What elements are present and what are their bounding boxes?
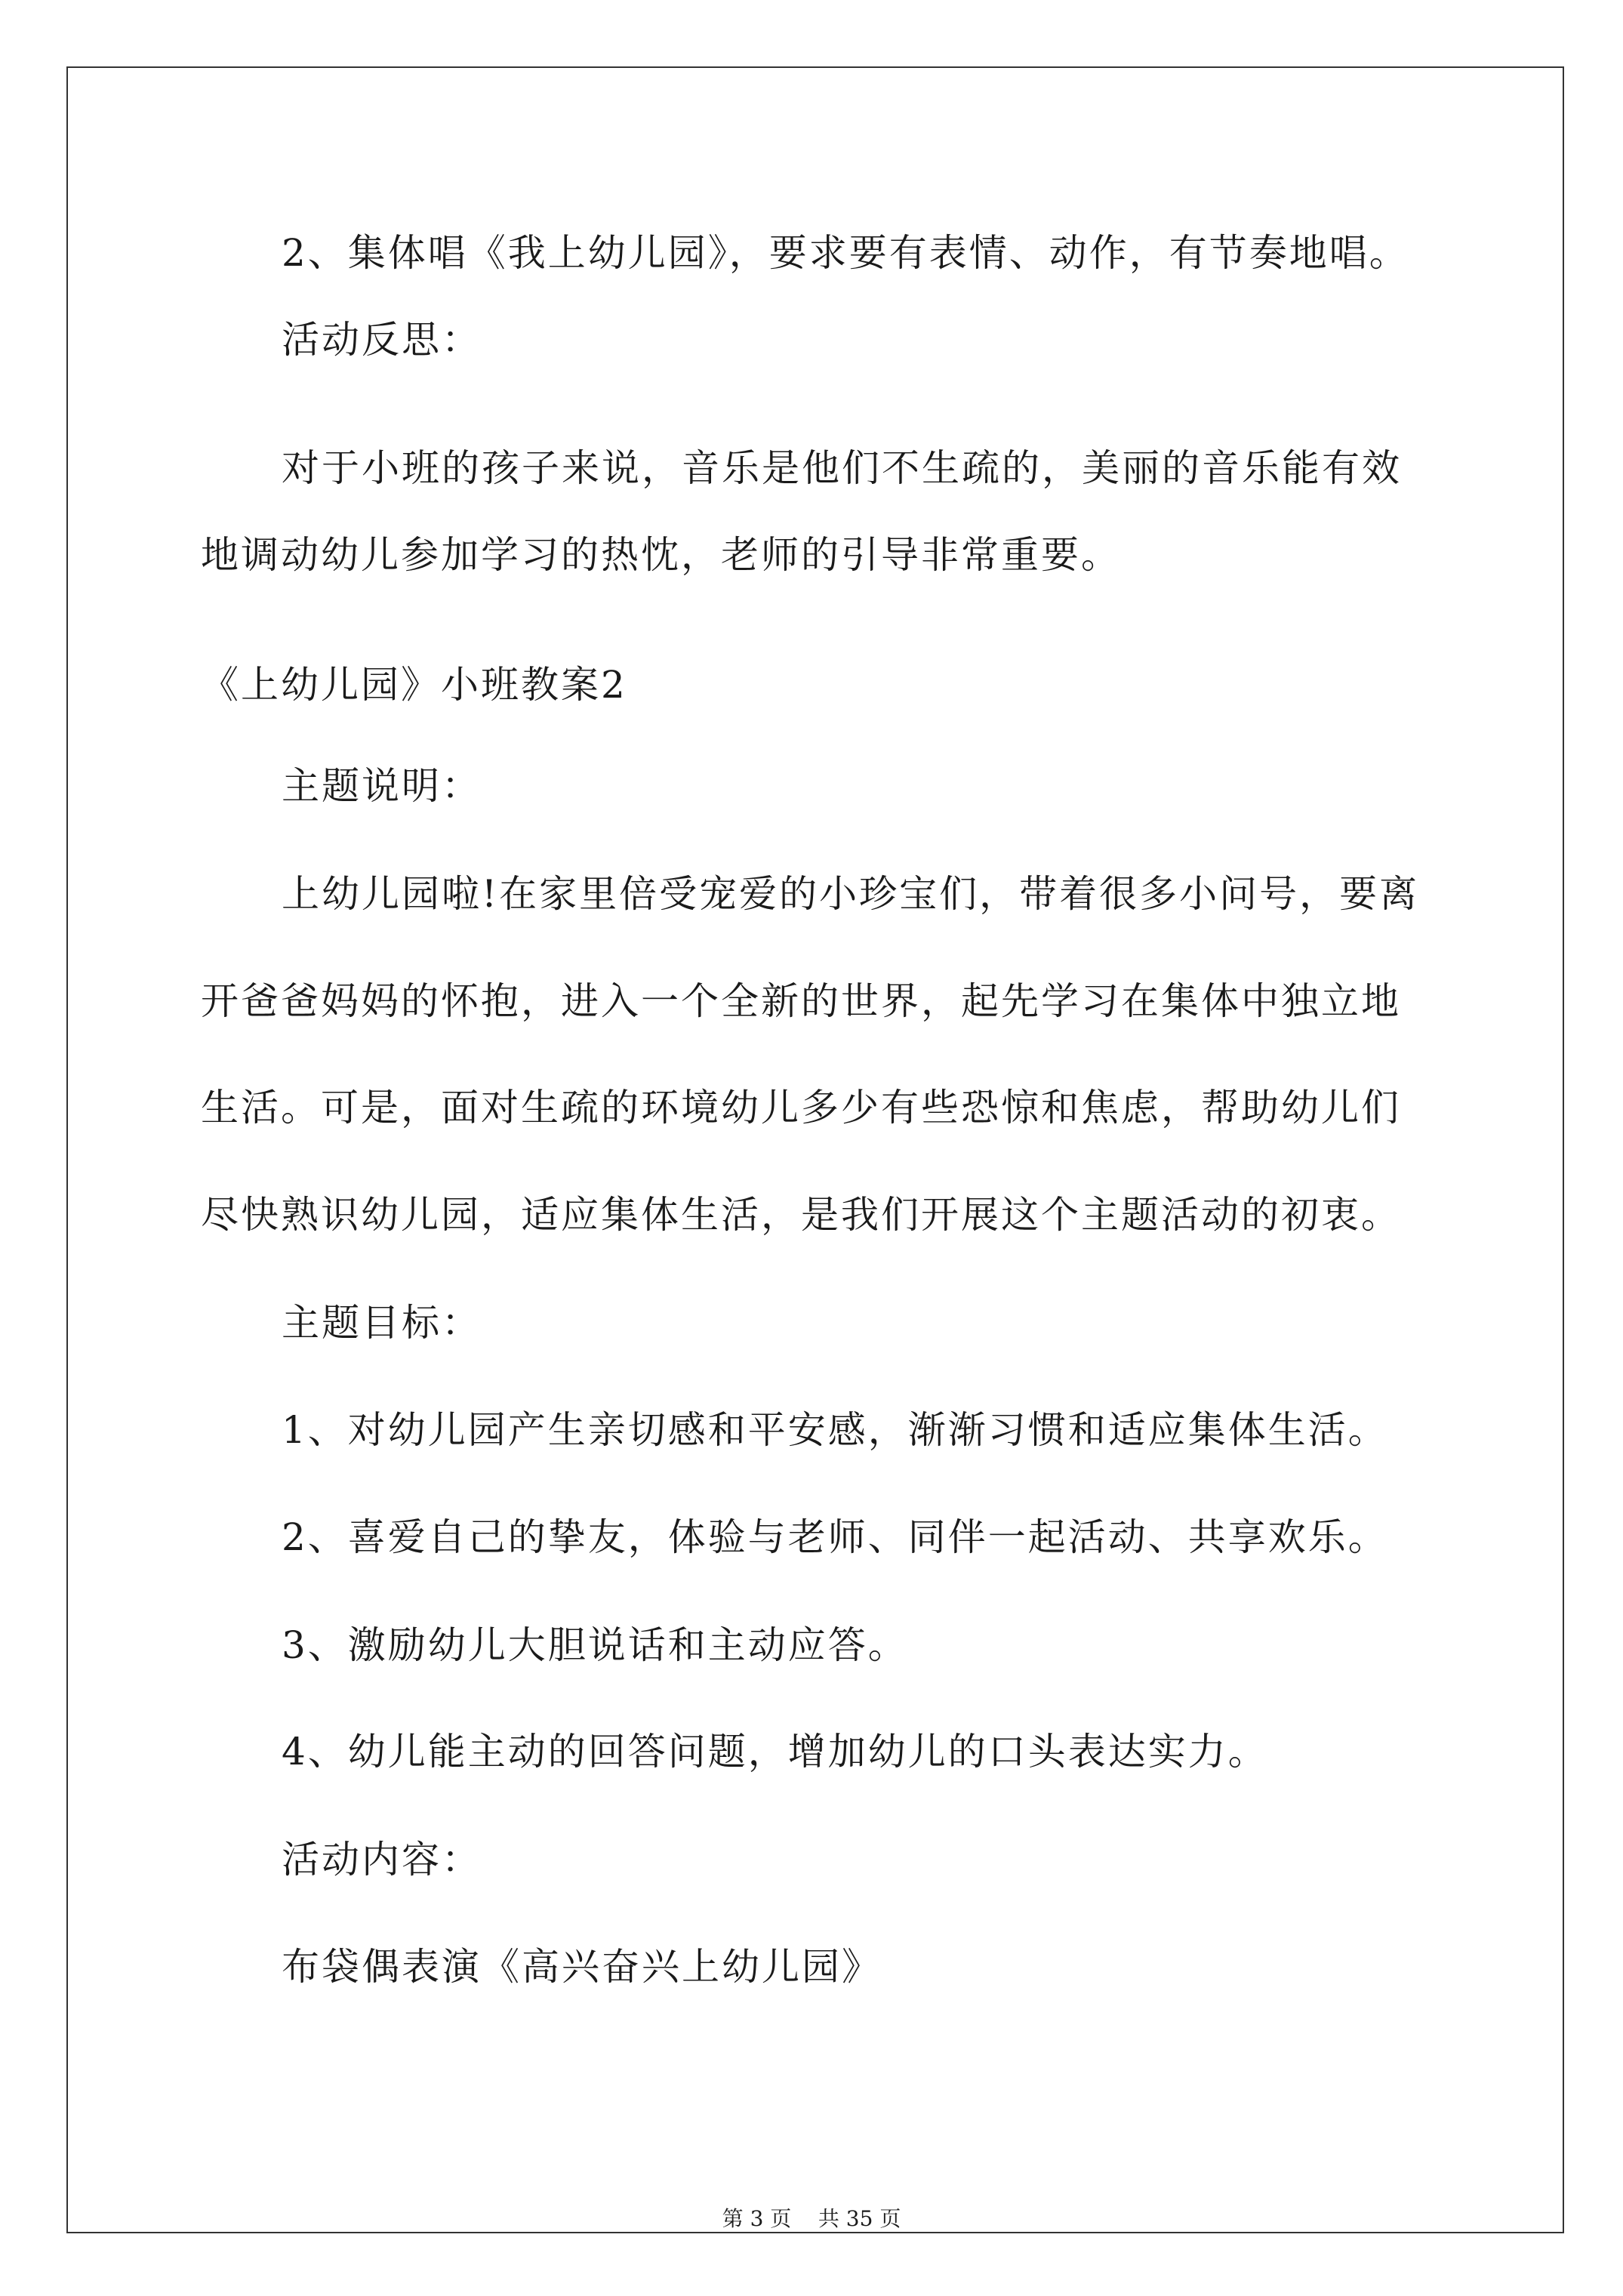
paragraph-line: 2、集体唱《我上幼儿园》，要求要有表情、动作，有节奏地唱。 <box>282 231 1409 275</box>
paragraph-line: 主题说明： <box>282 764 482 808</box>
page-border <box>66 66 1564 2233</box>
paragraph-line: 4、幼儿能主动的回答问题，增加幼儿的口头表达实力。 <box>282 1730 1268 1774</box>
paragraph-line: 活动内容： <box>282 1838 482 1881</box>
paragraph-line: 上幼儿园啦!在家里倍受宠爱的小珍宝们，带着很多小问号，要离 <box>282 872 1420 916</box>
paragraph-line: 3、激励幼儿大胆说话和主动应答。 <box>282 1623 908 1667</box>
paragraph-line: 布袋偶表演《高兴奋兴上幼儿园》 <box>282 1945 882 1989</box>
page-footer: 第 3 页 共 35 页 <box>722 2206 901 2231</box>
paragraph-line: 2、喜爱自己的挚友，体验与老师、同伴一起活动、共享欢乐。 <box>282 1515 1388 1559</box>
paragraph-line: 地调动幼儿参加学习的热忱，老师的引导非常重要。 <box>201 533 1121 577</box>
paragraph-line: 1、对幼儿园产生亲切感和平安感，渐渐习惯和适应集体生活。 <box>282 1408 1388 1452</box>
paragraph-line: 对于小班的孩子来说，音乐是他们不生疏的，美丽的音乐能有效 <box>282 446 1402 490</box>
paragraph-line: 生活。可是，面对生疏的环境幼儿多少有些恐惊和焦虑，帮助幼儿们 <box>201 1086 1401 1130</box>
paragraph-line: 尽快熟识幼儿园，适应集体生活，是我们开展这个主题活动的初衷。 <box>201 1193 1401 1237</box>
section-heading: 《上幼儿园》小班教案2 <box>201 663 627 707</box>
paragraph-line: 主题目标： <box>282 1301 482 1345</box>
paragraph-line: 活动反思： <box>282 318 482 362</box>
paragraph-line: 开爸爸妈妈的怀抱，进入一个全新的世界，起先学习在集体中独立地 <box>201 979 1401 1023</box>
